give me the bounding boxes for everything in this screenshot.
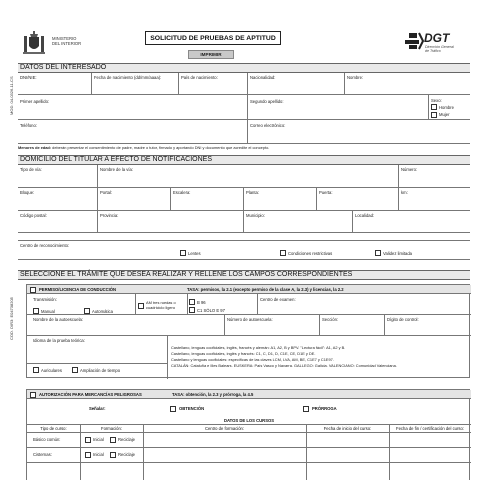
tanks-initial-checkbox[interactable] — [85, 452, 91, 458]
limited-checkbox[interactable] — [375, 250, 381, 256]
c1-label: C1 SÓLO E 97 — [197, 307, 225, 313]
headsets-checkbox[interactable] — [33, 367, 39, 373]
extra-time-label: Ampliación de tiempo — [80, 367, 121, 373]
block-field[interactable]: Bloque: — [20, 190, 35, 195]
coat-of-arms-icon — [22, 31, 46, 57]
c1-checkbox[interactable] — [189, 307, 195, 313]
interesado-fields — [18, 73, 470, 144]
permiso-label: PERMISO/LICENCIA DE CONDUCCIÓN — [39, 287, 117, 292]
dgt-emblem-icon — [403, 32, 425, 50]
via-name-field[interactable]: Nombre de la vía: — [100, 167, 134, 172]
section-domicilio-title: DOMICILIO DEL TITULAR A EFECTO DE NOTIFICACIONES — [20, 156, 213, 163]
school-name-field[interactable]: Nombre de la autoescuela: — [33, 317, 84, 322]
municipality-field[interactable]: Municipio: — [246, 213, 265, 218]
headsets-label: Auriculares — [41, 367, 62, 373]
name-field[interactable]: Nombre: — [347, 75, 364, 80]
exam-centre-field[interactable]: Centro de examen: — [260, 297, 296, 302]
lenses-checkbox[interactable] — [180, 250, 186, 256]
ministry-logo — [22, 31, 46, 57]
col-start-date: Fecha de inicio del curso: — [323, 426, 372, 431]
via-type-field[interactable]: Tipo de vía: — [20, 167, 42, 172]
basic-recycle-label: Reciclaje — [118, 437, 135, 442]
print-button[interactable] — [188, 50, 234, 59]
dni-field[interactable]: DNI/NIE: — [20, 75, 37, 80]
manual-label: Manual — [41, 308, 55, 314]
form-title: SOLICITUD DE PRUEBAS DE APTITUD — [150, 34, 276, 42]
dgt-subtitle-2: de Tráfico — [425, 49, 441, 53]
domicilio-fields — [18, 165, 470, 233]
sex-male-label: Hombre — [439, 104, 454, 110]
form-title-box — [145, 31, 281, 45]
portal-field[interactable]: Portal: — [100, 190, 113, 195]
b96-label: B 96 — [197, 299, 206, 305]
province-field[interactable]: Provincia: — [100, 213, 119, 218]
floor-field[interactable]: Planta: — [246, 190, 260, 195]
b96-checkbox[interactable] — [189, 299, 195, 305]
automatic-label: Automática — [92, 308, 113, 314]
col-end-date: Fecha de fin / certificación del curso: — [396, 426, 464, 431]
sex-female-label: Mujer — [439, 112, 450, 117]
permiso-checkbox[interactable] — [30, 287, 36, 293]
minors-note-bold: Menores de edad: — [18, 145, 52, 150]
ministry-line-1: MINISTERIO — [52, 36, 77, 41]
mercancias-block — [26, 389, 470, 480]
section-interesado-title: DATOS DEL INTERESADO — [20, 64, 107, 71]
tanks-initial-label: Inicial — [93, 452, 104, 457]
permiso-fee: TASA: permisos, la 2.1 (excepto permiso de la clase A, la 2.3) y licencias, la 2.2 — [187, 287, 344, 292]
section-domicilio-header — [18, 155, 470, 165]
row-basic-label: Básico común: — [33, 437, 61, 442]
extend-checkbox[interactable] — [303, 406, 309, 412]
basic-initial-label: Inicial — [93, 437, 104, 442]
languages-line-4: CATALÁN: Cataluña e Illes Balears. EUSKERA: País Vasco y Navarra. GALLEGO: Galicia. VALENCIANO: Comunidad Valenciana. — [171, 363, 397, 368]
ministry-line-2: DEL INTERIOR — [52, 40, 82, 46]
transmission-label: Transmisión: — [33, 297, 57, 302]
dgt-subtitle-1: Dirección General — [425, 45, 454, 49]
model-code: MOD. 04-0326-11-CS — [9, 76, 14, 115]
col-centre: Centro de formación: — [204, 426, 245, 431]
number-field[interactable]: Número: — [401, 167, 418, 172]
extra-time-checkbox[interactable] — [72, 367, 78, 373]
locality-field[interactable]: Localidad: — [355, 213, 375, 218]
dgt-logo — [403, 29, 463, 57]
surname1-field[interactable]: Primer apellido: — [20, 99, 50, 104]
mercancias-checkbox[interactable] — [30, 392, 36, 398]
languages-line-1: Castellano, lenguas cooficiales, inglés, francés y alemán: A1, A2, B y BPV. "Lectura fácil": A1, A2 y B. — [171, 345, 346, 350]
am-checkbox[interactable] — [138, 303, 144, 309]
birth-country-field[interactable]: País de nacimiento: — [181, 75, 218, 80]
restrictive-label: Condiciones restrictivas — [288, 250, 333, 256]
tanks-recycle-label: Reciclaje — [118, 452, 135, 457]
tanks-recycle-checkbox[interactable] — [110, 452, 116, 458]
row-tanks-label: Cisternas: — [33, 452, 52, 457]
sex-label: Sexo: — [431, 98, 442, 103]
restrictive-checkbox[interactable] — [280, 250, 286, 256]
minors-note-text: deberán presentar el consentimiento de padre, madre o tutor, firmado y aportando DNI y documento que acredite el concepto. — [52, 145, 270, 150]
col-course-type: Tipo de curso: — [40, 426, 67, 431]
limited-label: Validez limitada — [383, 250, 413, 256]
obtain-checkbox[interactable] — [170, 406, 176, 412]
postal-code-field[interactable]: Código postal: — [20, 213, 47, 218]
basic-recycle-checkbox[interactable] — [110, 437, 116, 443]
surname2-field[interactable]: Segundo apellido: — [250, 99, 284, 104]
sex-female-checkbox[interactable] — [431, 112, 437, 118]
col-training: Formación: — [101, 426, 122, 431]
cre-field[interactable]: Centro de reconocimiento: — [20, 243, 70, 248]
languages-line-3: Castellano y lenguas cooficiales: específicas de las claves LCM, LVA, AM, BE, C1E7 y C1E97. — [171, 357, 334, 362]
theory-language-label: Idioma de la prueba teórica: — [33, 338, 85, 343]
door-field[interactable]: Puerta: — [319, 190, 333, 195]
extend-label: PRÓRROGA — [312, 406, 337, 411]
section-field[interactable]: Sección: — [322, 317, 339, 322]
dir3-code: COD. DIR3: E04738205 — [9, 297, 14, 340]
email-field[interactable]: Correo electrónico: — [250, 123, 286, 128]
obtain-label: OBTENCIÓN — [179, 406, 205, 411]
courses-title: DATOS DE LOS CURSOS — [223, 418, 275, 423]
dgt-logo-text: DGT — [424, 31, 450, 45]
mercancias-label: AUTORIZACIÓN PARA MERCANCÍAS PELIGROSAS — [39, 392, 142, 397]
am-label-text: AM tres ruedas o cuadriciclo ligero — [146, 300, 176, 310]
lenses-label: Lentes — [188, 250, 201, 256]
nationality-field[interactable]: Nacionalidad: — [250, 75, 276, 80]
km-field[interactable]: km: — [401, 190, 408, 195]
print-button-label: IMPRIMIR — [200, 52, 222, 57]
permiso-block — [26, 284, 470, 378]
am-label — [146, 301, 188, 310]
minors-note — [18, 145, 269, 150]
languages-line-2: Castellano, lenguas cooficiales, inglés y francés: C1, C, D1, D, C1E, CE, D1E y DE. — [171, 351, 316, 356]
section-tramite-title: SELECCIONE EL TRÁMITE QUE DESEA REALIZAR Y RELLENE LOS CAMPOS CORRESPONDIENTES — [20, 271, 353, 278]
stair-field[interactable]: Escalera: — [173, 190, 191, 195]
mercancias-fee: TASA: obtención, la 2.3 y prórroga, la 4.5 — [172, 392, 254, 397]
section-tramite-header — [18, 270, 470, 280]
school-number-field[interactable]: Número de autoescuela: — [227, 317, 273, 322]
phone-field[interactable]: Teléfono: — [20, 123, 37, 128]
cre-row — [18, 240, 470, 260]
section-interesado-header — [18, 63, 470, 73]
sex-male-checkbox[interactable] — [431, 104, 437, 110]
birth-date-field[interactable]: Fecha de nacimiento (dd/mm/aaaa): — [94, 75, 162, 80]
basic-initial-checkbox[interactable] — [85, 437, 91, 443]
select-label: Señalar: — [89, 406, 106, 411]
control-digit-field[interactable]: Dígito de control: — [387, 317, 419, 322]
